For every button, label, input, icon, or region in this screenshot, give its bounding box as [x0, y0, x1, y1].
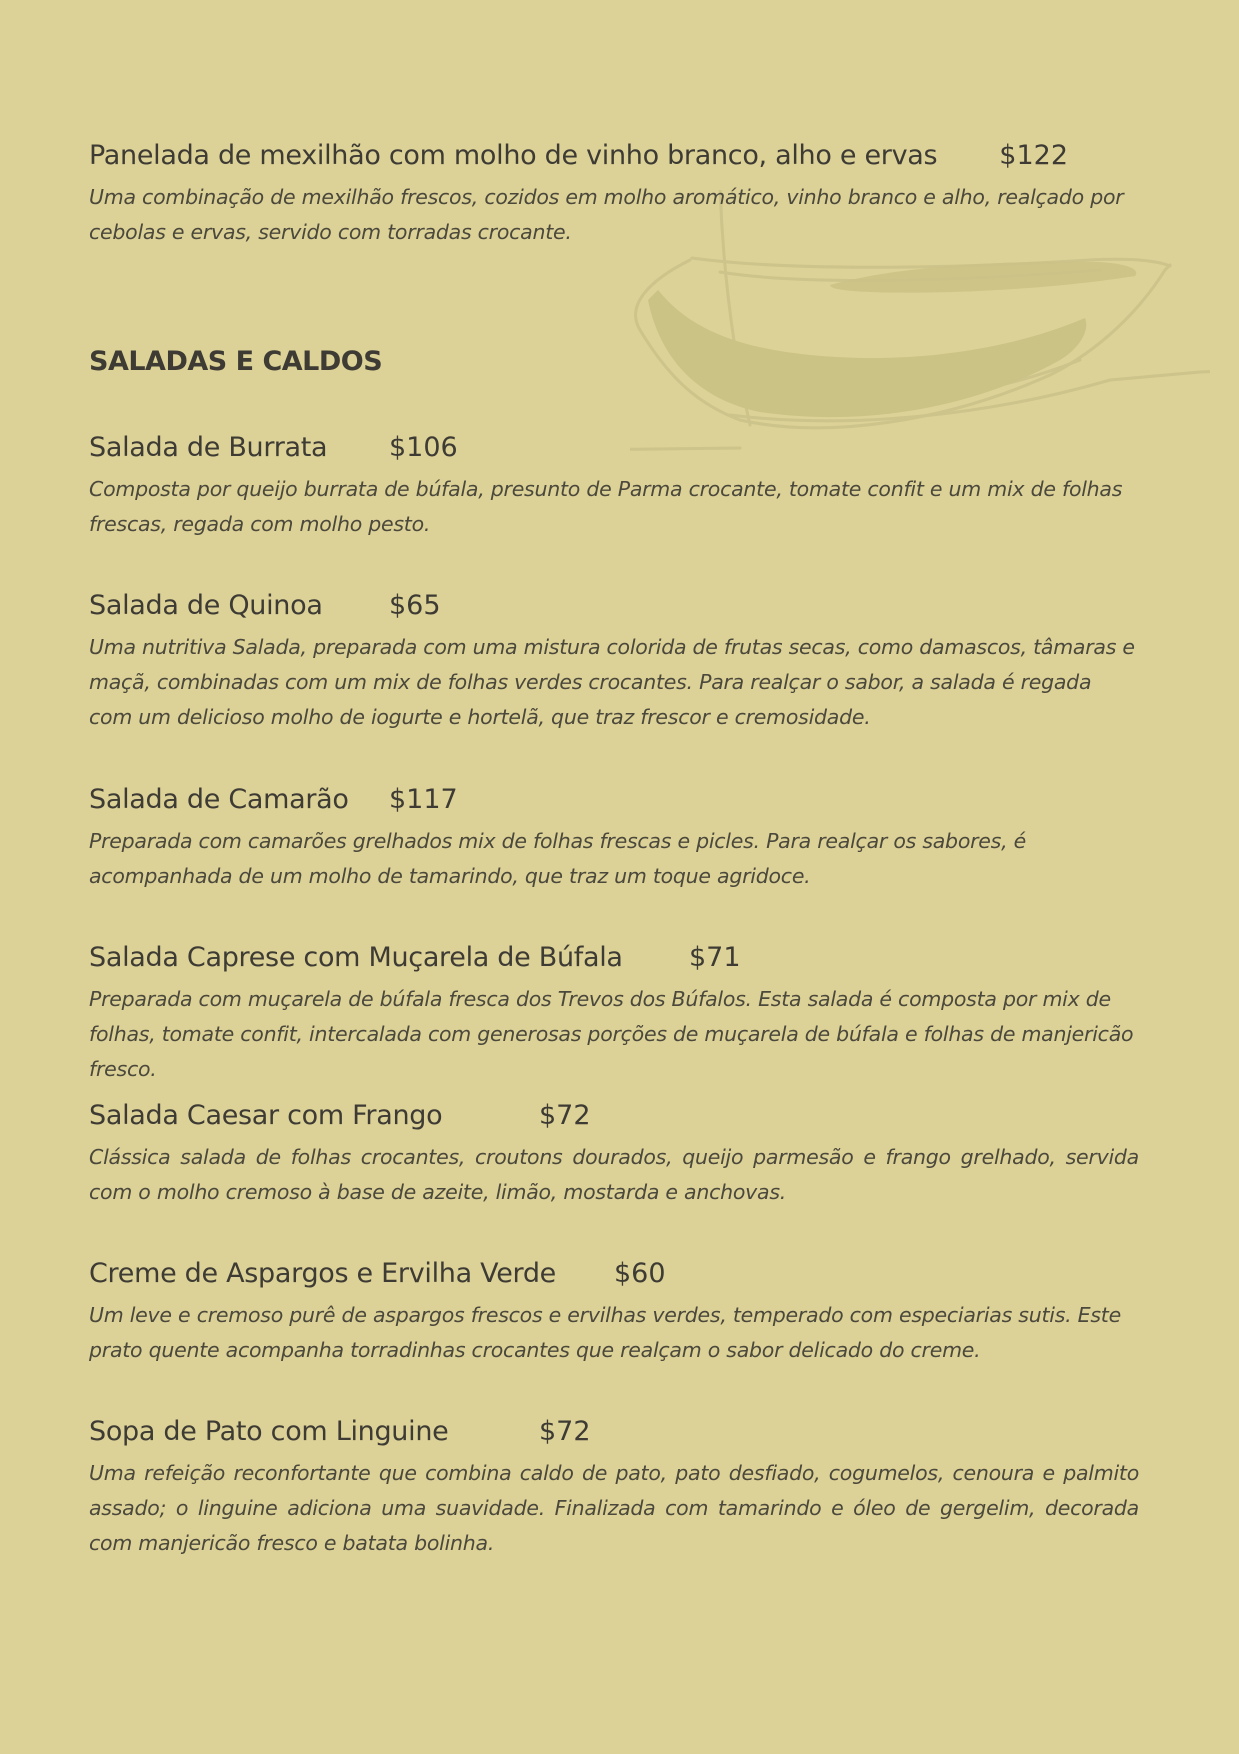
- menu-item: [89, 1100, 1139, 1210]
- menu-item: [89, 784, 1139, 894]
- item-price: $72: [539, 1100, 591, 1131]
- item-name: Panelada de mexilhão com molho de vinho branco, alho e ervas: [89, 140, 938, 171]
- menu-item: [89, 140, 1139, 250]
- item-description: Um leve e cremoso purê de aspargos frescos e ervilhas verdes, temperado com especiarias sutis. Este prato quente acompanha torradinhas crocantes que realçam o sabor delicado do creme.: [89, 1303, 1121, 1362]
- menu-item: [89, 1258, 1139, 1368]
- menu-item: [89, 1416, 1139, 1561]
- menu-item: [89, 590, 1139, 735]
- item-name: Salada de Camarão: [89, 784, 349, 815]
- item-description: Uma nutritiva Salada, preparada com uma mistura colorida de frutas secas, como damascos, tâmaras e maçã, combinadas com um mix de folhas verdes crocantes. Para realçar o sabor, a salada é regada com um delicioso molho de iogurte e hortelã, que traz frescor e cremosidade.: [89, 635, 1135, 729]
- item-name: Sopa de Pato com Linguine: [89, 1416, 449, 1447]
- item-name: Salada de Quinoa: [89, 590, 323, 621]
- item-description: Uma refeição reconfortante que combina caldo de pato, pato desfiado, cogumelos, cenoura e palmito assado; o linguine adiciona uma suavidade. Finalizada com tamarindo e óleo de gergelim, decorada com manjericão fresco e batata bolinha.: [89, 1461, 1139, 1555]
- item-description: Uma combinação de mexilhão frescos, cozidos em molho aromático, vinho branco e alho, realçado por cebolas e ervas, servido com torradas crocante.: [89, 185, 1124, 244]
- item-description: Composta por queijo burrata de búfala, presunto de Parma crocante, tomate confit e um mix de folhas frescas, regada com molho pesto.: [89, 477, 1123, 536]
- item-price: $122: [999, 140, 1068, 171]
- item-price: $71: [689, 942, 741, 973]
- item-price: $106: [389, 432, 458, 463]
- item-price: $117: [389, 784, 458, 815]
- item-description: Preparada com muçarela de búfala fresca dos Trevos dos Búfalos. Esta salada é composta por mix de folhas, tomate confit, intercalada com generosas porções de muçarela de búfala e folhas de manjericão fresco.: [89, 987, 1134, 1081]
- item-price: $72: [539, 1416, 591, 1447]
- section-title: SALADAS E CALDOS: [89, 346, 383, 377]
- item-description: Clássica salada de folhas crocantes, croutons dourados, queijo parmesão e frango grelhado, servida com o molho cremoso à base de azeite, limão, mostarda e anchovas.: [89, 1145, 1139, 1204]
- item-price: $60: [614, 1258, 666, 1289]
- item-name: Salada de Burrata: [89, 432, 328, 463]
- item-name: Salada Caesar com Frango: [89, 1100, 443, 1131]
- item-description: Preparada com camarões grelhados mix de folhas frescas e picles. Para realçar os sabores, é acompanhada de um molho de tamarindo, que traz um toque agridoce.: [89, 829, 1026, 888]
- item-name: Salada Caprese com Muçarela de Búfala: [89, 942, 623, 973]
- menu-item: [89, 942, 1139, 1087]
- menu-item: [89, 432, 1139, 542]
- item-name: Creme de Aspargos e Ervilha Verde: [89, 1258, 556, 1289]
- item-price: $65: [389, 590, 441, 621]
